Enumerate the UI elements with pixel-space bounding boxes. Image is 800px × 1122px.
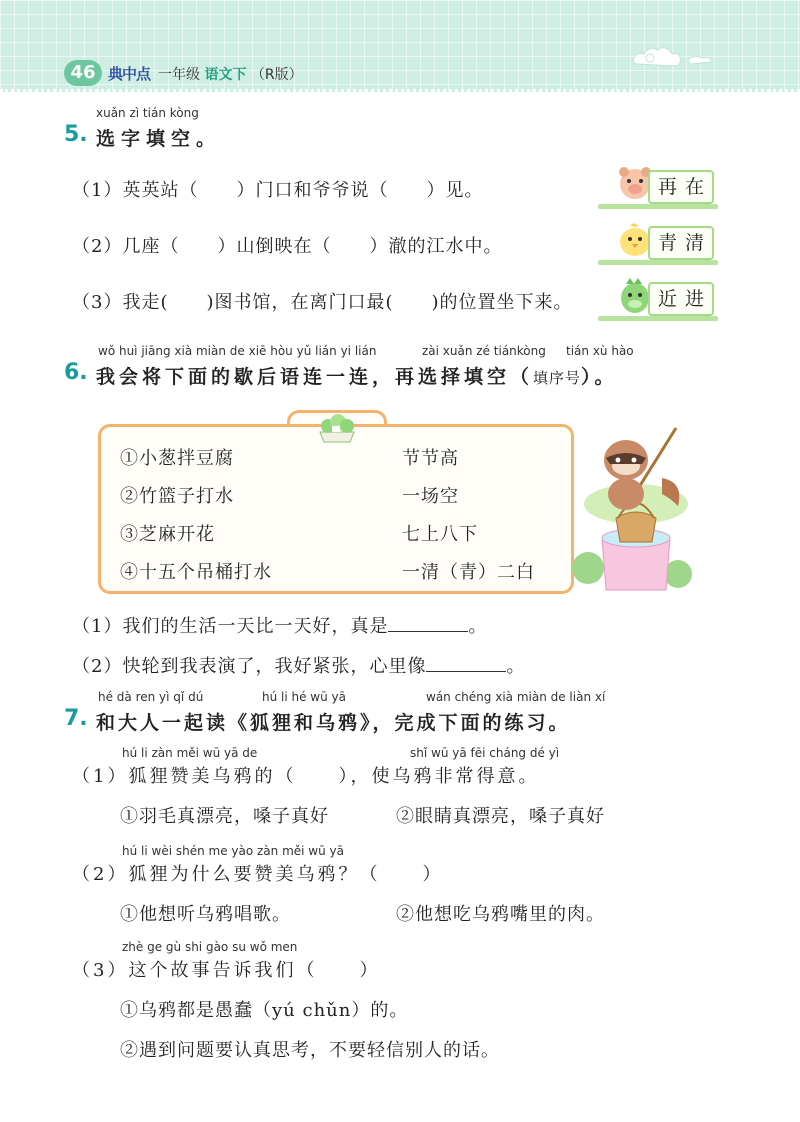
raccoon-well-illustration (566, 418, 696, 598)
q7-pinyin-3: wán chéng xià miàn de liàn xí (426, 690, 606, 704)
subject-label: 语文 (204, 67, 233, 83)
idiom-left-4: ④十五个吊桶打水 (120, 562, 272, 583)
q5-item-1: （1）英英站（ ）门口和爷爷说（ ）见。 (72, 180, 484, 201)
q7-sub2-option-2[interactable]: ②他想吃乌鸦嘴里的肉。 (396, 904, 605, 925)
period: 。 (506, 656, 526, 677)
q7-sub3-option-1[interactable]: ①乌鸦都是愚蠢（yú chǔn）的。 (120, 1000, 409, 1021)
q7-sub1-pinyin-b: shǐ wū yā fēi cháng dé yì (410, 746, 560, 760)
idiom-right-4: 一清（青）二白 (402, 562, 535, 583)
grade-label: 一年级 (158, 67, 200, 83)
q7-sub2-pinyin: hú li wèi shén me yào zàn měi wū yā (122, 844, 344, 858)
q6-pinyin-1: wǒ huì jiāng xià miàn de xiē hòu yǔ lián yi lián (98, 344, 377, 358)
q6-title-main: 我会将下面的歇后语连一连，再选择填空（ (96, 366, 534, 388)
choice-tag-3: 近进 (648, 282, 714, 316)
q6-number: 6. (64, 360, 88, 385)
q7-sub3: （3）这个故事告诉我们（ ） (72, 960, 381, 981)
q6-fill-1-text: （1）我们的生活一天比一天好，真是 (72, 616, 389, 637)
q7-sub1: （1）狐狸赞美乌鸦的（ ），使乌鸦非常得意。 (72, 766, 540, 787)
answer-blank[interactable] (388, 614, 468, 632)
page-number: 46 (64, 60, 102, 86)
q7-title: 和大人一起读《狐狸和乌鸦》，完成下面的练习。 (96, 712, 571, 734)
q7-sub2-option-1[interactable]: ①他想听乌鸦唱歌。 (120, 904, 291, 925)
q6-title (96, 362, 618, 389)
tag-shelf (598, 260, 718, 265)
tag-shelf (598, 204, 718, 209)
q7-number: 7. (64, 706, 88, 731)
q6-fill-1 (72, 612, 487, 638)
q7-sub2: （2）狐狸为什么要赞美乌鸦？（ ） (72, 864, 444, 885)
q5-item-3: （3）我走( )图书馆，在离门口最( )的位置坐下来。 (72, 292, 573, 313)
idiom-right-3: 七上八下 (402, 524, 478, 545)
idiom-right-1: 节节高 (402, 448, 459, 469)
q7-sub1-option-2[interactable]: ②眼睛真漂亮，嗓子真好 (396, 806, 605, 827)
choice-tag-2: 青清 (648, 226, 714, 260)
q6-pinyin-3: tián xù hào (566, 344, 634, 358)
q6-fill-2 (72, 652, 525, 678)
q7-sub1-option-1[interactable]: ①羽毛真漂亮，嗓子真好 (120, 806, 329, 827)
choice-tag-1: 再在 (648, 170, 714, 204)
q5-title: 选字填空。 (96, 128, 222, 150)
idiom-left-3: ③芝麻开花 (120, 524, 215, 545)
q5-item-2: （2）几座（ ）山倒映在（ ）澈的江水中。 (72, 236, 503, 257)
q7-sub3-pinyin: zhè ge gù shi gào su wǒ men (122, 940, 298, 954)
idiom-left-2: ②竹篮子打水 (120, 486, 234, 507)
q7-pinyin-1: hé dà ren yì qǐ dú (98, 690, 204, 704)
answer-blank[interactable] (426, 654, 506, 672)
q6-title-end: ）。 (581, 366, 618, 388)
period: 。 (468, 616, 488, 637)
volume-label: 下 (232, 67, 247, 83)
q7-sub1-pinyin-a: hú li zàn měi wū yā de (122, 746, 258, 760)
brand-logo (108, 60, 150, 84)
cloud-icon (628, 40, 718, 70)
q6-fill-2-text: （2）快轮到我表演了，我好紧张，心里像 (72, 656, 427, 677)
q7-sub3-option-2[interactable]: ②遇到问题要认真思考，不要轻信别人的话。 (120, 1040, 500, 1061)
tag-shelf (598, 316, 718, 321)
q6-title-note: 填序号 (533, 369, 582, 387)
idiom-right-2: 一场空 (402, 486, 459, 507)
q6-pinyin-2: zài xuǎn zé tiánkòng (422, 344, 546, 358)
q7-pinyin-2: hú li hé wū yā (262, 690, 346, 704)
q5-pinyin: xuǎn zì tián kòng (96, 106, 199, 120)
idiom-left-1: ①小葱拌豆腐 (120, 448, 234, 469)
brand-text: 典中点 (108, 65, 151, 83)
book-info (158, 64, 303, 84)
q5-number: 5. (64, 122, 88, 147)
tofu-icon (314, 410, 360, 446)
edition-label: （R版） (250, 67, 303, 83)
